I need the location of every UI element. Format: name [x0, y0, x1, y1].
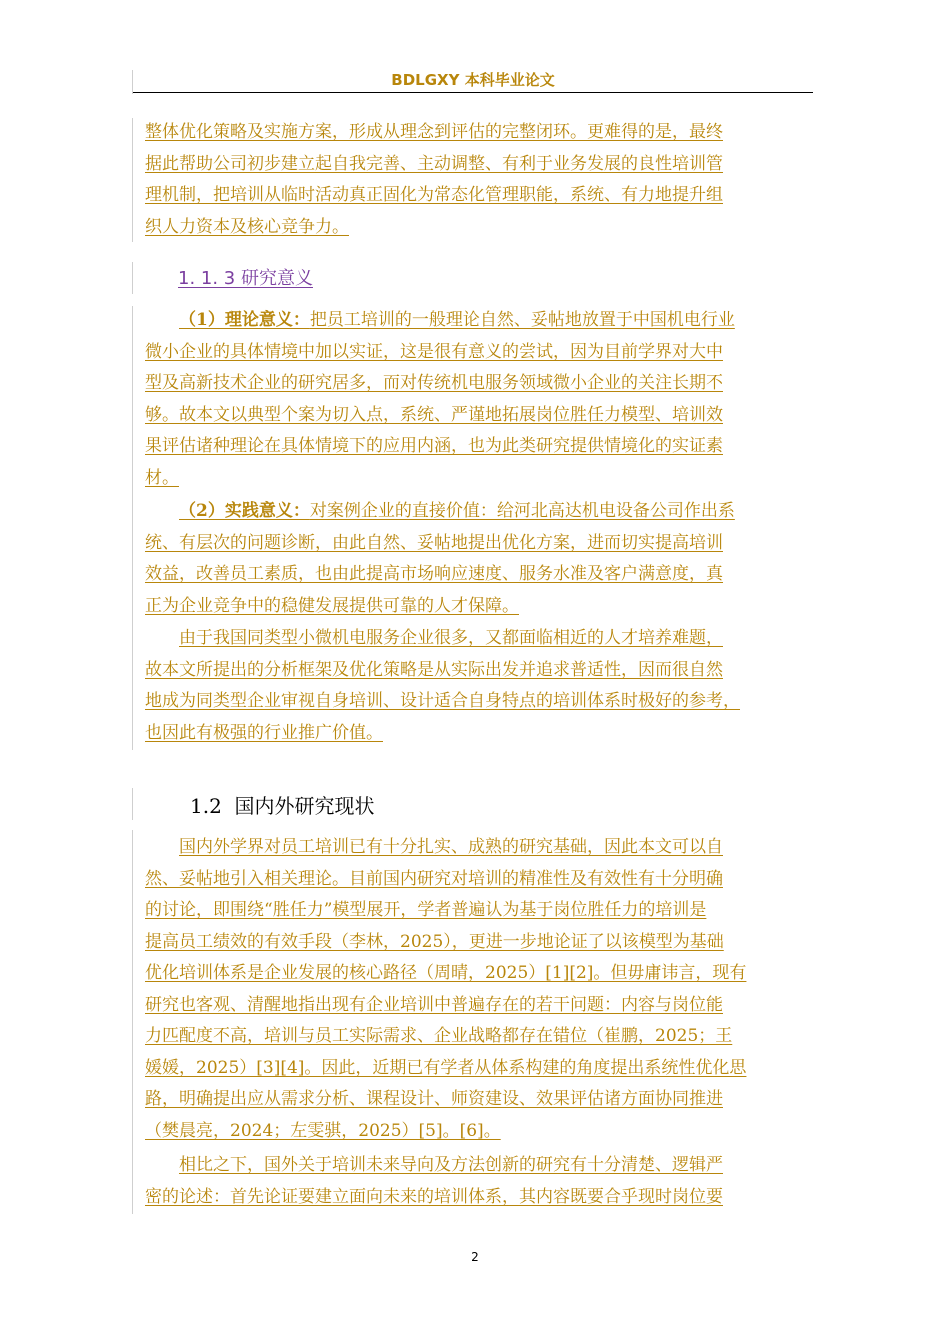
text-line: 微小企业的具体情境中加以实证，这是很有意义的尝试，因为目前学界对大中 — [145, 341, 723, 362]
subsection-heading: 1. 1. 3 研究意义 — [178, 268, 313, 289]
page-number: 2 — [471, 1250, 479, 1264]
text-line: 媛媛，2025）[3][4]。因此，近期已有学者从体系构建的角度提出系统性优化思 — [145, 1057, 747, 1078]
text-line: 整体优化策略及实施方案，形成从理念到评估的完整闭环。更难得的是，最终 — [145, 122, 723, 142]
text-line: 型及高新技术企业的研究居多，而对传统机电服务领域微小企业的关注长期不 — [145, 373, 723, 393]
text-line: 提高员工绩效的有效手段（李林，2025），更进一步地论证了以该模型为基础 — [145, 931, 724, 952]
text-line — [145, 496, 810, 528]
text-line: 效益，改善员工素质，也由此提高市场响应速度、服务水准及客户满意度，真 — [145, 564, 723, 584]
paragraph-5 — [145, 832, 810, 1147]
text-line: 材。 — [145, 467, 179, 488]
text-line: 正为企业竞争中的稳健发展提供可靠的人才保障。 — [145, 595, 519, 616]
text-line — [145, 305, 810, 337]
text-line: 密的论述：首先论证要建立面向未来的培训体系，其内容既要合乎现时岗位要 — [145, 1186, 723, 1207]
practice-label: （2）实践意义： — [179, 501, 310, 521]
text-line: 故本文所提出的分析框架及优化策略是从实际出发并追求普适性，因而很自然 — [145, 659, 723, 680]
text-line: 的讨论，即围绕“胜任力”模型展开，学者普遍认为基于岗位胜任力的培训是 — [145, 900, 707, 920]
theory-text: 把员工培训的一般理论自然、妥帖地放置于中国机电行业 — [309, 310, 735, 330]
text-line: （樊晨亮，2024；左雯骐，2025）[5]。[6]。 — [145, 1120, 501, 1141]
revision-bar — [132, 830, 133, 1214]
text-line: 由于我国同类型小微机电服务企业很多，又都面临相近的人才培养难题， — [179, 628, 723, 648]
text-line: 够。故本文以典型个案为切入点，系统、严谨地拓展岗位胜任力模型、培训效 — [145, 404, 723, 425]
paragraph-4 — [145, 623, 810, 749]
text-line: 力匹配度不高，培训与员工实际需求、企业战略都存在错位（崔鹏，2025；王 — [145, 1026, 733, 1046]
practice-text: 对案例企业的直接价值：给河北高达机电设备公司作出系 — [309, 501, 735, 521]
revision-bar — [132, 306, 133, 750]
text-line: 果评估诸种理论在具体情境下的应用内涵，也为此类研究提供情境化的实证素 — [145, 436, 723, 456]
theory-label: （1）理论意义： — [179, 310, 310, 330]
section-title: 国内外研究现状 — [234, 794, 375, 818]
text-line: 然、妥帖地引入相关理论。目前国内研究对培训的精准性及有效性有十分明确 — [145, 868, 723, 889]
revision-bar — [132, 262, 133, 294]
text-line: 地成为同类型企业审视自身培训、设计适合自身特点的培训体系时极好的参考， — [145, 691, 740, 711]
paragraph-6 — [145, 1150, 810, 1213]
page-header — [133, 68, 813, 93]
text-line: 理机制，把培训从临时活动真正固化为常态化管理职能，系统、有力地提升组 — [145, 185, 723, 205]
paragraph-theory — [145, 305, 810, 494]
header-title: BDLGXY 本科毕业论文 — [391, 71, 555, 89]
text-line: 路，明确提出应从需求分析、课程设计、师资建设、效果评估诸方面协同推进 — [145, 1089, 723, 1109]
text-line: 国内外学界对员工培训已有十分扎实、成熟的研究基础，因此本文可以自 — [179, 837, 723, 857]
paragraph-practice — [145, 496, 810, 622]
revision-bar — [132, 118, 133, 242]
text-line: 研究也客观、清醒地指出现有企业培训中普遍存在的若干问题：内容与岗位能 — [145, 994, 723, 1015]
revision-bar — [132, 788, 133, 820]
paragraph-1 — [145, 117, 810, 243]
text-line: 统、有层次的问题诊断，由此自然、妥帖地提出优化方案，进而切实提高培训 — [145, 532, 723, 553]
text-line: 优化培训体系是企业发展的核心路径（周晴，2025）[1][2]。但毋庸讳言，现有 — [145, 963, 747, 983]
section-number: 1.2 — [190, 794, 222, 818]
revision-bar — [132, 70, 133, 94]
text-line: 织人力资本及核心竞争力。 — [145, 216, 349, 237]
section-heading — [190, 790, 375, 819]
text-line: 相比之下，国外关于培训未来导向及方法创新的研究有十分清楚、逻辑严 — [179, 1155, 723, 1175]
text-line: 据此帮助公司初步建立起自我完善、主动调整、有利于业务发展的良性培训管 — [145, 153, 723, 174]
text-line: 也因此有极强的行业推广价值。 — [145, 722, 383, 743]
